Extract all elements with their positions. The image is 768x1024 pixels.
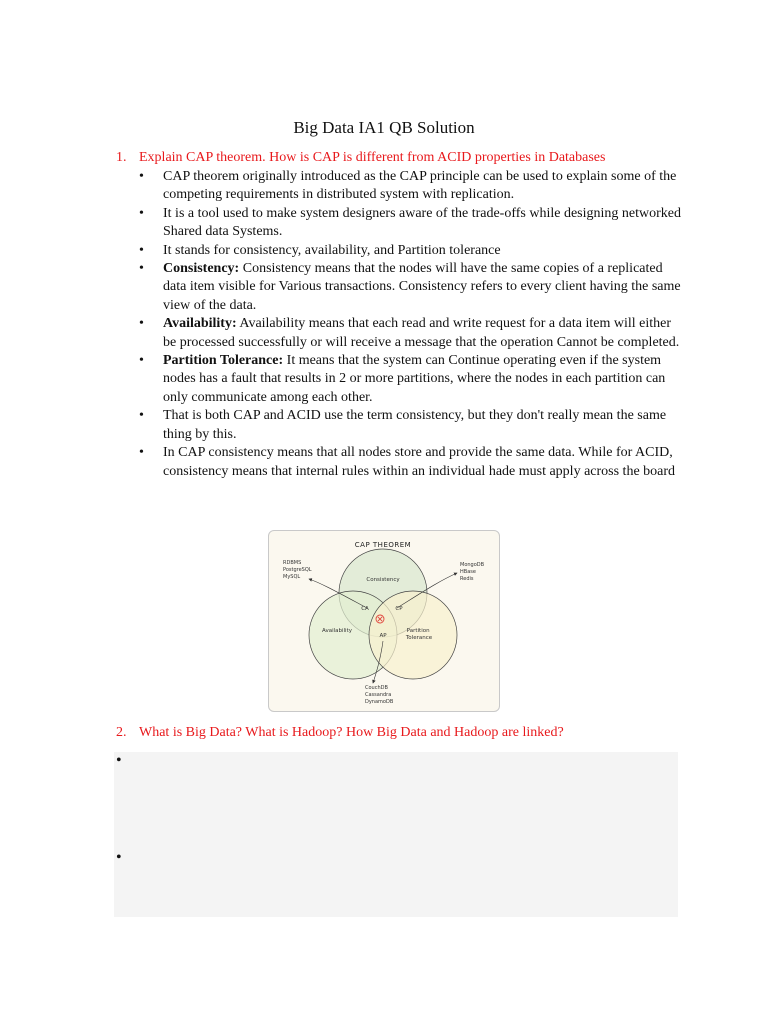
db-label: Cassandra [365, 692, 392, 698]
list-item [139, 407, 683, 444]
ca-label: CA [361, 606, 369, 612]
question-1-heading [116, 150, 605, 166]
q2-answer-area [114, 752, 678, 917]
ap-label: AP [379, 633, 387, 639]
bullet-dot: • [139, 261, 144, 277]
bullet-text: It is a tool used to make system designers aware of the trade-offs while designing networked Shared data Systems. [163, 205, 681, 240]
cap-theorem-diagram [268, 530, 500, 712]
db-label: PostgreSQL [283, 567, 312, 573]
cp-label: CP [395, 606, 403, 612]
partition-label-line1: Partition [406, 628, 430, 634]
db-label: HBase [460, 569, 476, 575]
list-item [139, 205, 683, 242]
bullet-text: In CAP consistency means that all nodes store and provide the same data. While for ACID, consistency means that internal rules within an individual hade must apply across the board [163, 445, 676, 479]
list-item [139, 352, 683, 407]
list-item [139, 260, 683, 315]
bullet-dot: • [139, 242, 144, 258]
bullet-dot: • [139, 316, 144, 332]
availability-label: Availability [322, 628, 352, 634]
bullet-text: CAP theorem originally introduced as the CAP principle can be used to explain some of the competing requirements in distributed system with replication. [163, 169, 677, 203]
list-item [139, 168, 683, 205]
db-label: DynamoDB [365, 699, 394, 705]
ca-databases [283, 560, 312, 580]
bullet-text: It stands for consistency, availability, and Partition tolerance [163, 242, 501, 258]
bullet-dot: • [139, 408, 144, 424]
bullet-dot: • [139, 353, 144, 369]
db-label: MySQL [283, 574, 301, 580]
bullet-dot: • [139, 445, 144, 461]
bullet-dot: • [139, 205, 144, 221]
list-item [139, 444, 683, 481]
consistency-label: Consistency [366, 577, 400, 583]
db-label: Redis [460, 576, 474, 582]
db-label: RDBMS [283, 560, 302, 566]
diagram-title: CAP THEOREM [354, 541, 412, 549]
q1-bullet-list [139, 168, 683, 481]
bullet-dot: • [116, 849, 122, 866]
question-2-heading [116, 725, 564, 741]
bullet-text: It means that the system can Continue operating even if the system nodes has a fault that results in 2 or more partitions, where the nodes in each partition can only communicate among each other. [163, 353, 666, 405]
question-2-text: What is Big Data? What is Hadoop? How Big Data and Hadoop are linked? [139, 725, 564, 740]
bullet-term: Availability: [163, 316, 237, 332]
bullet-term: Partition Tolerance: [163, 353, 284, 369]
db-label: CouchDB [365, 685, 388, 691]
question-1-text: Explain CAP theorem. How is CAP is different from ACID properties in Databases [139, 150, 606, 165]
bullet-dot: • [116, 752, 122, 769]
bullet-dot: • [139, 169, 144, 184]
cp-databases [460, 562, 485, 582]
page-title: Big Data IA1 QB Solution [293, 118, 475, 137]
bullet-term: Consistency: [163, 261, 240, 277]
question-2-number: 2. [116, 725, 127, 740]
partition-label-line2: Tolerance [405, 635, 433, 641]
bullet-text: Consistency means that the nodes will have the same copies of a replicated data item visible for Various transactions. Consistency refers to every client having the same view of the data. [163, 261, 681, 313]
list-item [139, 315, 683, 352]
bullet-text: Availability means that each read and write request for a data item will either be processed successfully or will receive a message that the operation Cannot be completed. [163, 316, 680, 350]
bullet-text: That is both CAP and ACID use the term consistency, but they don't really mean the same thing by this. [163, 408, 667, 442]
question-1-number: 1. [116, 150, 127, 165]
ap-databases [365, 685, 394, 705]
db-label: MongoDB [460, 562, 485, 568]
partition-label [405, 628, 433, 641]
list-item [139, 242, 683, 260]
